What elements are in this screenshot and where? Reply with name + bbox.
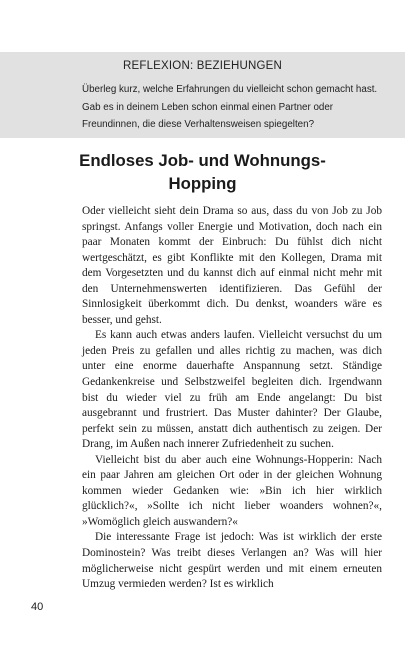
paragraph-2: Es kann auch etwas anders laufen. Vielleicht versuchst du um jeden Preis zu gefallen und alles richtig zu machen, was dich unter eine enorme dauerhafte Anspannung setzt. Ständige Gedankenkreise und Selbstzweifel begleiten dich. Irgendwann bist du wieder viel zu früh am Ende angelangt: Du bist ausgebrannt und frustriert. Das Muster dahinter? Der Glaube, perfekt sein zu müssen, anstatt dich authentisch zu zeigen. Der Drang, im Außen nach innerer Zufriedenheit zu suchen.	[82, 329, 382, 451]
reflection-heading: REFLEXION: BEZIEHUNGEN	[122, 60, 283, 72]
paragraph-4: Die interessante Frage ist jedoch: Was ist wirklich der erste Dominostein? Was treibt dieses Verlangen an? Was will hier möglicherweise nicht gespürt werden und mit einem erneuten Umzug vermieden werden? Ist es wirklich	[82, 531, 382, 591]
paragraph-3: Vielleicht bist du aber auch eine Wohnungs-Hopperin: Nach ein paar Jahren am gleichen Ort oder in der gleichen Wohnung kommen wieder Gedanken wie: »Bin ich hier wirklich glücklich?«, »Sollte ich nicht lieber woanders wohnen?«, »Womöglich gleich auswandern?«	[82, 453, 382, 528]
reflection-text: Überleg kurz, welche Erfahrungen du vielleicht schon gemacht hast. Gab es in deinem Leben schon einmal einen Partner oder Freundinnen, die diese Verhaltensweisen spiegelten?	[82, 84, 378, 130]
body-text	[82, 204, 382, 593]
page-number: 40	[31, 601, 44, 613]
chapter-title: Endloses Job- und Wohnungs-Hopping	[79, 151, 326, 193]
reflection-box	[0, 52, 405, 138]
paragraph-1: Oder vielleicht sieht dein Drama so aus, dass du von Job zu Job springst. Anfangs voller Energie und Motivation, doch nach ein paar Monaten kommt der Einbruch: Du fühlst dich nicht wertgeschätzt, es gibt Konflikte mit den Kollegen, Drama mit dem Vorgesetzten und du kannst dich auf einmal nicht mehr mit den Unternehmenswerten identifizieren. Das Gefühl der Sinnlosigkeit überkommt dich. Du denkst, woanders wäre es besser, und gehst.	[82, 205, 382, 326]
